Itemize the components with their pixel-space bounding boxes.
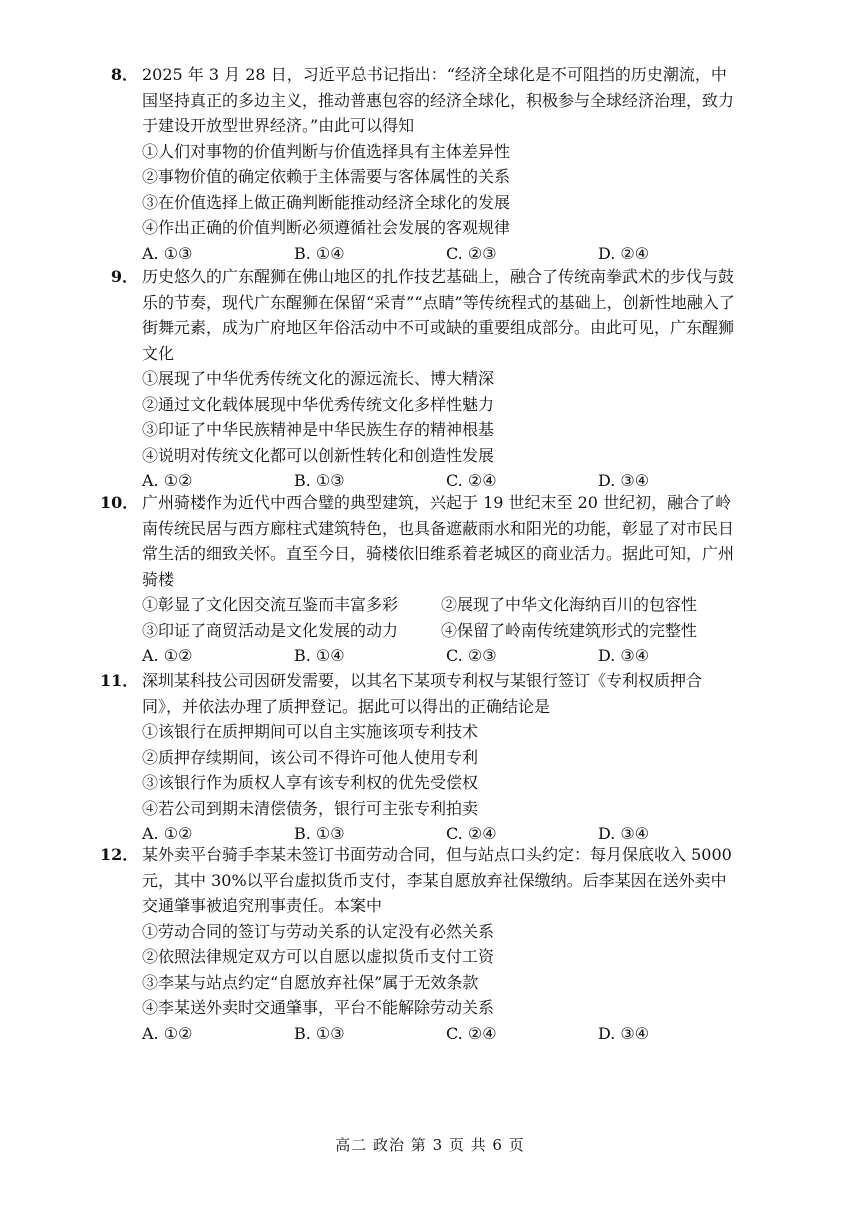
- question-text: 2025 年 3 月 28 日，习近平总书记指出：“经济全球化是不可阻挡的历史潮流，中国坚持真正的多边主义，推动普惠包容的经济全球化，积极参与全球经济治理，致力于建设开放型世界经济。”由此可以得知: [142, 65, 735, 135]
- question-11: [100, 668, 740, 847]
- question-number: 8．: [110, 65, 138, 84]
- statement: ①人们对事物的价值判断与价值选择具有主体差异性: [142, 141, 511, 161]
- question-12: [100, 842, 740, 1047]
- choice-d: D. ③④: [598, 1023, 650, 1043]
- question-number: 12．: [100, 845, 139, 864]
- statement: ①劳动合同的签订与劳动关系的认定没有必然关系: [142, 921, 495, 941]
- choice-c: C. ②③: [446, 243, 497, 263]
- choice-a: A. ①②: [142, 471, 193, 490]
- choice-b: B. ①③: [294, 1023, 345, 1043]
- choice-a: A. ①②: [142, 1023, 193, 1043]
- choice-c: C. ②④: [446, 471, 497, 490]
- question-number: 11．: [100, 671, 139, 690]
- statement: ④说明对传统文化都可以创新性转化和创造性发展: [142, 445, 495, 465]
- statement: ④作出正确的价值判断必须遵循社会发展的客观规律: [142, 218, 511, 237]
- statement: ③该银行作为质权人享有该专利权的优先受偿权: [142, 773, 479, 792]
- question-stem: [100, 264, 740, 366]
- statement: ②质押存续期间，该公司不得许可他人使用专利: [142, 747, 479, 767]
- question-8: [100, 62, 740, 267]
- statement: ②展现了中华文化海纳百川的包容性: [441, 595, 698, 614]
- statement: ④李某送外卖时交通肇事，平台不能解除劳动关系: [142, 998, 495, 1017]
- choice-d: D. ②④: [598, 243, 650, 263]
- question-10: [100, 490, 740, 669]
- choice-d: D. ③④: [598, 646, 650, 665]
- statement: ①展现了中华优秀传统文化的源远流长、博大精深: [142, 369, 495, 388]
- statement: ①彰显了文化因交流互鉴而丰富多彩: [142, 595, 399, 614]
- question-text: 历史悠久的广东醒狮在佛山地区的扎作技艺基础上，融合了传统南拳武术的步伐与鼓乐的节奏，现代广东醒狮在保留“采青”“点睛”等传统程式的基础上，创新性地融入了街舞元素，成为广府地区年俗活动中不可或缺的重要组成部分。由此可见，广东醒狮文化: [142, 267, 735, 363]
- statement-list: [100, 719, 740, 821]
- statement: ②通过文化载体展现中华优秀传统文化多样性魅力: [142, 394, 495, 414]
- choice-b: B. ①③: [294, 824, 345, 843]
- answer-choices: [100, 241, 740, 267]
- answer-choices: [100, 1021, 740, 1047]
- question-9: [100, 264, 740, 494]
- choice-c: C. ②③: [446, 646, 497, 665]
- statement-list: [100, 919, 740, 1021]
- choice-c: C. ②④: [446, 824, 497, 843]
- statement: ③在价值选择上做正确判断能推动经济全球化的发展: [142, 192, 511, 212]
- question-stem: [100, 668, 740, 719]
- statement: ①该银行在质押期间可以自主实施该项专利技术: [142, 722, 479, 741]
- page-footer: 高二 政治 第 3 页 共 6 页: [335, 1136, 525, 1154]
- choice-d: D. ③④: [598, 824, 650, 843]
- choice-b: B. ①③: [294, 471, 345, 490]
- choice-c: C. ②④: [446, 1023, 497, 1043]
- choice-a: A. ①②: [142, 646, 193, 665]
- question-number: 10．: [100, 493, 139, 512]
- question-stem: [100, 842, 740, 919]
- question-stem: [100, 62, 740, 139]
- choice-a: A. ①②: [142, 824, 193, 843]
- statement-list: [100, 139, 740, 241]
- statement: ③李某与站点约定“自愿放弃社保”属于无效条款: [142, 972, 479, 992]
- choice-a: A. ①③: [142, 243, 193, 263]
- statement: ②依照法律规定双方可以自愿以虚拟货币支付工资: [142, 947, 495, 966]
- statement: ③印证了中华民族精神是中华民族生存的精神根基: [142, 420, 495, 439]
- statement: ③印证了商贸活动是文化发展的动力: [142, 620, 399, 640]
- statement-list: [100, 592, 740, 643]
- question-number: 9．: [110, 267, 138, 286]
- question-text: 深圳某科技公司因研发需要，以其名下某项专利权与某银行签订《专利权质押合同》，并依法办理了质押登记。据此可以得出的正确结论是: [142, 671, 703, 716]
- choice-b: B. ①④: [294, 243, 345, 263]
- question-text: 某外卖平台骑手李某未签订书面劳动合同，但与站点口头约定：每月保底收入 5000 元，其中 30%以平台虚拟货币支付，李某自愿放弃社保缴纳。后李某因在送外卖中交通肇事被追究刑事责任。本案中: [142, 845, 732, 915]
- question-stem: [100, 490, 740, 592]
- statement: ④若公司到期未清偿债务，银行可主张专利拍卖: [142, 798, 479, 818]
- choice-b: B. ①④: [294, 646, 345, 665]
- statement-list: [100, 366, 740, 468]
- choice-d: D. ③④: [598, 471, 650, 490]
- question-text: 广州骑楼作为近代中西合璧的典型建筑，兴起于 19 世纪末至 20 世纪初，融合了岭南传统民居与西方廊柱式建筑特色，也具备遮蔽雨水和阳光的功能，彰显了对市民日常生活的细致关怀。直至今日，骑楼依旧维系着老城区的商业活力。据此可知，广州骑楼: [142, 493, 735, 589]
- statement: ②事物价值的确定依赖于主体需要与客体属性的关系: [142, 167, 511, 186]
- statement: ④保留了岭南传统建筑形式的完整性: [441, 620, 698, 640]
- answer-choices: [100, 643, 740, 669]
